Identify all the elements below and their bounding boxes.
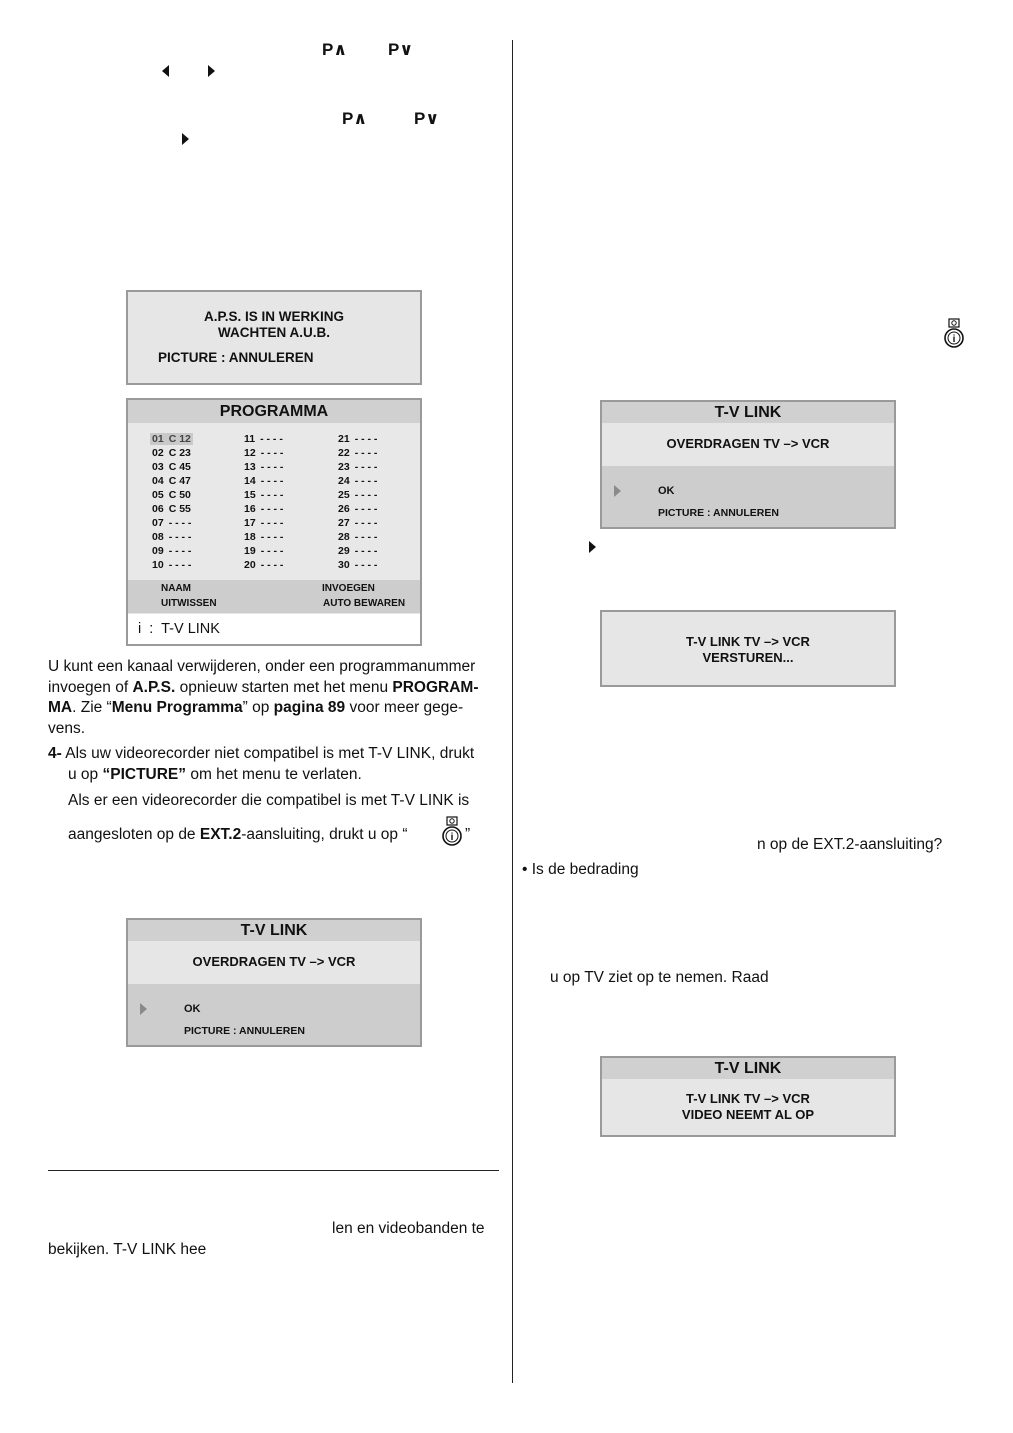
programma-number: 28 xyxy=(338,531,350,543)
programma-number: 15 xyxy=(244,489,256,501)
programma-number: 03 xyxy=(152,461,164,473)
programma-channel-row xyxy=(152,489,191,501)
programma-number: 25 xyxy=(338,489,350,501)
footer-uitwissen: UITWISSEN xyxy=(161,598,217,609)
footer-invoegen: INVOEGEN xyxy=(322,583,375,594)
programma-title: PROGRAMMA xyxy=(128,400,420,423)
programma-channel-row xyxy=(150,433,193,445)
programma-number: 24 xyxy=(338,475,350,487)
programma-channel-row xyxy=(152,447,191,459)
text-fragment: n op de EXT.2-aansluiting? xyxy=(757,836,943,853)
programma-channel-row xyxy=(244,559,283,571)
aps-wait-line: WACHTEN A.U.B. xyxy=(218,325,330,340)
programma-channel: - - - - xyxy=(354,475,378,487)
programma-channel-row xyxy=(152,503,191,515)
tvlink-cancel: PICTURE : ANNULEREN xyxy=(658,507,779,519)
step-4-line-1: 4- Als uw videorecorder niet compatibel is met T-V LINK, drukt xyxy=(48,745,475,762)
column-divider xyxy=(512,40,513,1383)
programma-channel: C 45 xyxy=(168,461,191,473)
step-4 xyxy=(48,744,504,812)
programma-number: 10 xyxy=(152,559,164,571)
programma-number: 13 xyxy=(244,461,256,473)
programma-channel: - - - - xyxy=(168,545,192,557)
key-p-down: P∨ xyxy=(388,40,414,59)
programma-channel: - - - - xyxy=(260,461,284,473)
programma-channel: C 55 xyxy=(168,503,191,515)
programma-channel-row xyxy=(244,531,283,543)
programma-channel-row xyxy=(244,503,283,515)
arrow-right-icon xyxy=(182,133,189,145)
programma-channel-row xyxy=(338,531,377,543)
section-divider xyxy=(48,1170,499,1171)
programma-number: 05 xyxy=(152,489,164,501)
programma-channel: - - - - xyxy=(260,545,284,557)
programma-channel-row xyxy=(152,475,191,487)
tvlink-osd-box xyxy=(600,400,896,529)
programma-channel: - - - - xyxy=(354,447,378,459)
programma-channel-row xyxy=(244,517,283,529)
programma-number: 01 xyxy=(152,433,164,445)
sending-line-2: VERSTUREN... xyxy=(702,650,794,665)
tvlink-cancel: PICTURE : ANNULEREN xyxy=(184,1025,305,1037)
programma-channel-row xyxy=(244,489,283,501)
programma-channel: - - - - xyxy=(260,447,284,459)
programma-channel-row xyxy=(338,461,377,473)
programma-channel: C 12 xyxy=(168,433,191,445)
programma-channel: - - - - xyxy=(168,531,192,543)
programma-number: 19 xyxy=(244,545,256,557)
programma-channel-row xyxy=(338,447,377,459)
programma-number: 21 xyxy=(338,433,350,445)
programma-number: 07 xyxy=(152,517,164,529)
body-paragraph xyxy=(48,657,500,739)
programma-number: 09 xyxy=(152,545,164,557)
tvlink-options xyxy=(602,466,894,527)
tvlink-title: T-V LINK xyxy=(128,920,420,941)
aps-status-line: A.P.S. IS IN WERKING xyxy=(203,309,345,324)
programma-number: 08 xyxy=(152,531,164,543)
sending-osd-box xyxy=(600,610,896,687)
programma-number: 23 xyxy=(338,461,350,473)
svg-text:i: i xyxy=(450,832,454,843)
programma-channel-row xyxy=(338,517,377,529)
programma-info-line: i : T-V LINK xyxy=(138,621,220,637)
programma-number: 18 xyxy=(244,531,256,543)
programma-channel-row xyxy=(152,545,191,557)
tvlink-options xyxy=(128,984,420,1045)
key-p-up: P∧ xyxy=(322,40,348,59)
text-fragment: • Is de bedrading xyxy=(522,861,639,878)
programma-number: 20 xyxy=(244,559,256,571)
programma-number: 17 xyxy=(244,517,256,529)
programma-number: 06 xyxy=(152,503,164,515)
programma-channel-row xyxy=(244,433,283,445)
text-fragment: len en videobanden te xyxy=(332,1220,485,1237)
programma-number: 11 xyxy=(244,433,256,445)
programma-channel-row xyxy=(338,559,377,571)
programma-channel: - - - - xyxy=(260,475,284,487)
programma-number: 02 xyxy=(152,447,164,459)
programma-channel: - - - - xyxy=(354,559,378,571)
info-button-icon xyxy=(440,816,464,846)
programma-channel: - - - - xyxy=(354,517,378,529)
key-p-down: P∨ xyxy=(414,109,440,128)
programma-channel-row xyxy=(152,517,191,529)
programma-number: 22 xyxy=(338,447,350,459)
sending-line-1: T-V LINK TV –> VCR xyxy=(686,634,810,649)
programma-channel-row xyxy=(152,461,191,473)
programma-channel: - - - - xyxy=(354,489,378,501)
programma-channel: - - - - xyxy=(354,461,378,473)
programma-number: 04 xyxy=(152,475,164,487)
programma-channel: C 50 xyxy=(168,489,191,501)
programma-channel: - - - - xyxy=(260,531,284,543)
quote-close: ” xyxy=(465,826,471,843)
programma-channel-row xyxy=(152,559,191,571)
selection-arrow-icon xyxy=(140,1003,147,1015)
programma-channel-row xyxy=(244,447,283,459)
programma-channel: - - - - xyxy=(168,517,192,529)
step-4-line-4: aangesloten op de EXT.2-aansluiting, drukt u op “ xyxy=(68,826,408,843)
recording-line-2: VIDEO NEEMT AL OP xyxy=(681,1107,815,1122)
tvlink-ok: OK xyxy=(184,1003,201,1015)
tvlink-osd-box xyxy=(126,918,422,1047)
recording-osd-box xyxy=(600,1056,896,1137)
para-line-1: U kunt een kanaal verwijderen, onder een programmanummer xyxy=(48,658,476,675)
programma-number: 30 xyxy=(338,559,350,571)
programma-info-bar xyxy=(128,614,420,644)
recording-line-1: T-V LINK TV –> VCR xyxy=(686,1091,810,1106)
programma-channel-row xyxy=(338,489,377,501)
programma-channel-row xyxy=(338,475,377,487)
programma-channel: - - - - xyxy=(260,489,284,501)
programma-number: 29 xyxy=(338,545,350,557)
programma-channel: C 47 xyxy=(168,475,191,487)
selection-arrow-icon xyxy=(614,485,621,497)
programma-channel: - - - - xyxy=(260,517,284,529)
arrow-left-icon xyxy=(162,65,169,77)
programma-channel-row xyxy=(152,531,191,543)
text-fragment: bekijken. T-V LINK hee xyxy=(48,1241,207,1258)
programma-channel: C 23 xyxy=(168,447,191,459)
arrow-right-icon xyxy=(589,541,596,553)
programma-number: 27 xyxy=(338,517,350,529)
programma-channel-row xyxy=(338,503,377,515)
programma-number: 26 xyxy=(338,503,350,515)
programma-number: 12 xyxy=(244,447,256,459)
programma-channel-row xyxy=(244,545,283,557)
programma-channel: - - - - xyxy=(168,559,192,571)
programma-channel-row xyxy=(244,461,283,473)
programma-channel: - - - - xyxy=(260,559,284,571)
para-line-2: invoegen of A.P.S. opnieuw starten met het menu PROGRAM- xyxy=(48,678,479,696)
programma-channel: - - - - xyxy=(354,531,378,543)
programma-number: 16 xyxy=(244,503,256,515)
key-p-up: P∧ xyxy=(342,109,368,128)
programma-channel-row xyxy=(338,433,377,445)
programma-channel: - - - - xyxy=(260,503,284,515)
footer-auto-bewaren: AUTO BEWAREN xyxy=(323,598,406,609)
tvlink-title: T-V LINK xyxy=(602,402,894,423)
programma-channel: - - - - xyxy=(260,433,283,445)
recording-title: T-V LINK xyxy=(602,1058,894,1079)
info-button-icon xyxy=(942,318,966,348)
tvlink-transfer-line: OVERDRAGEN TV –> VCR xyxy=(666,436,830,451)
tvlink-ok: OK xyxy=(658,485,675,497)
programma-channel-row xyxy=(338,545,377,557)
programma-number: 14 xyxy=(244,475,256,487)
programma-channel: - - - - xyxy=(354,545,378,557)
programma-osd-box xyxy=(126,398,422,646)
aps-cancel-line: PICTURE : ANNULEREN xyxy=(158,350,314,365)
para-line-3: MA. Zie “Menu Programma” op pagina 89 voor meer gege- xyxy=(48,699,464,716)
tvlink-transfer-line: OVERDRAGEN TV –> VCR xyxy=(192,954,356,969)
svg-text:i: i xyxy=(952,334,956,345)
programma-channel-row xyxy=(244,475,283,487)
programma-channel: - - - - xyxy=(354,503,378,515)
step-4-line-2: u op “PICTURE” om het menu te verlaten. xyxy=(68,765,362,783)
text-fragment: u op TV ziet op te nemen. Raad xyxy=(550,969,769,986)
footer-naam: NAAM xyxy=(161,583,191,594)
para-line-4: vens. xyxy=(48,719,86,737)
step-4-line-3: Als er een videorecorder die compatibel is met T-V LINK is xyxy=(68,792,470,809)
programma-footer xyxy=(128,580,420,613)
aps-osd-box xyxy=(126,290,422,385)
programma-channel: - - - - xyxy=(354,433,378,445)
arrow-right-icon xyxy=(208,65,215,77)
